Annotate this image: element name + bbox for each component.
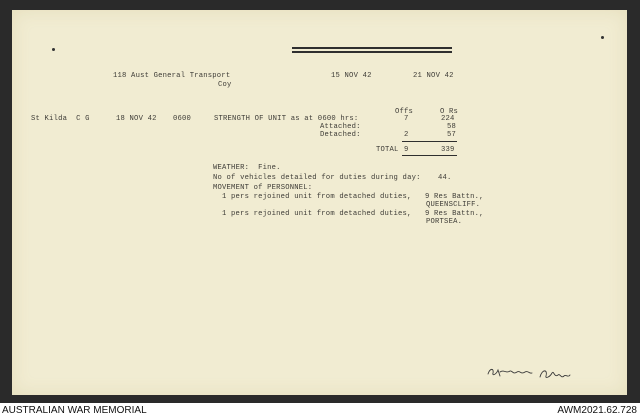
date-from: 15 NOV 42 [331,72,372,80]
detached-label: Detached: [320,131,361,139]
entry-date: 18 NOV 42 [116,115,157,123]
handwritten-signature-icon [484,360,574,384]
unit-type: Coy [218,81,232,89]
total-rule-bottom [402,155,457,156]
column-header-officers: Offs [395,108,414,116]
movement-heading: MOVEMENT of PERSONNEL: [213,184,313,192]
detached-other-ranks: 57 [447,131,457,139]
strength-label: STRENGTH OF UNIT as at 0600 hrs: [214,115,359,123]
movement-1-place: QUEENSCLIFF. [426,201,481,209]
movement-1-destination: 9 Res Battn., [425,193,484,201]
entry-place: St Kilda C G [31,115,90,123]
movement-2-destination: 9 Res Battn., [425,210,484,218]
strength-other-ranks: 224 [441,115,455,123]
total-other-ranks: 339 [441,146,455,154]
date-to: 21 NOV 42 [413,72,454,80]
punch-mark-left [52,48,55,51]
movement-2-place: PORTSEA. [426,218,463,226]
attached-label: Attached: [320,123,361,131]
punch-mark-right [601,36,604,39]
column-header-other-ranks: O Rs [440,108,459,116]
vehicles-label: No of vehicles detailed for duties during day: [213,174,421,182]
accession-number: AWM2021.62.728 [557,405,637,416]
movement-2-text: 1 pers rejoined unit from detached duties, [222,210,412,218]
attached-other-ranks: 58 [447,123,457,131]
strength-officers: 7 [404,115,409,123]
detached-officers: 2 [404,131,409,139]
document-page [12,10,627,395]
archive-footer [0,403,640,418]
header-rule-bottom [292,51,452,53]
weather-line: WEATHER: Fine. [213,164,281,172]
unit-name: 118 Aust General Transport [113,72,231,80]
vehicles-value: 44. [438,174,452,182]
total-label: TOTAL [376,146,399,154]
entry-time: 0600 [173,115,192,123]
movement-1-text: 1 pers rejoined unit from detached duties, [222,193,412,201]
institution-name: AUSTRALIAN WAR MEMORIAL [2,405,147,416]
header-rule-top [292,47,452,49]
total-rule-top [402,141,457,142]
total-officers: 9 [404,146,409,154]
